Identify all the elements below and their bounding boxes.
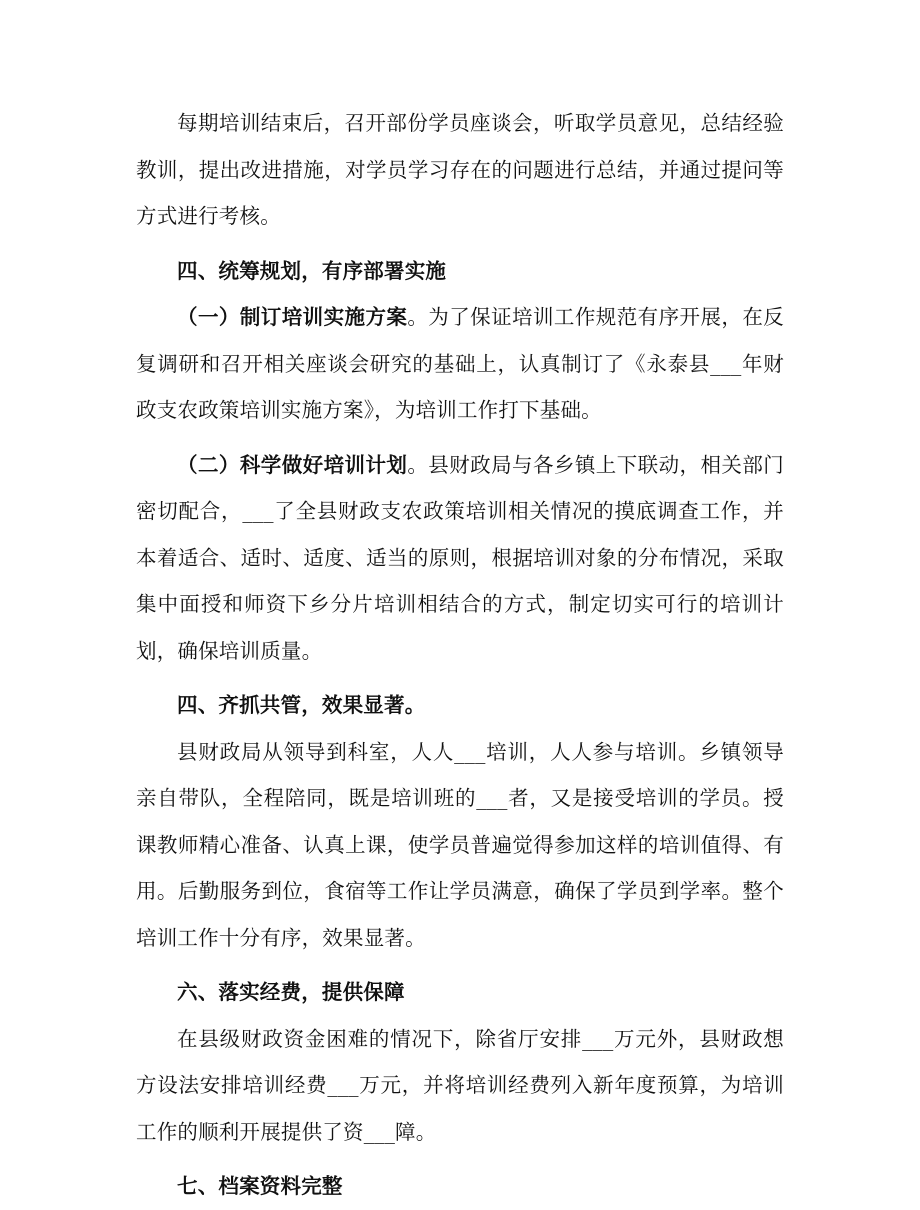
- section-heading-archives: 七、档案资料完整: [177, 1174, 343, 1198]
- paragraph-text: 。为了保证培训工作规范有序开展，在反复调研和召开相关座谈会研究的基础上，认真制订了《永泰县___年财政支农政策培训实施方案》，为培训工作打下基础。: [136, 305, 784, 422]
- section-heading-planning: 四、统筹规划，有序部署实施: [177, 258, 447, 283]
- paragraph-effects: [136, 729, 784, 962]
- paragraph-text: 县财政局从领导到科室，人人___培训，人人参与培训。乡镇领导亲自带队，全程陪同，既是培训班的___者，又是接受培训的学员。授课教师精心准备、认真上课，使学员普遍觉得参加这样的培训值得、有用。后勤服务到位，食宿等工作让学员满意，确保了学员到学率。整个培训工作十分有序，效果显著。: [136, 739, 784, 950]
- paragraph-implementation-plan: [136, 294, 784, 434]
- paragraph-training-plan: [136, 442, 784, 675]
- document-page: [136, 100, 784, 1210]
- paragraph-funding: [136, 1016, 784, 1156]
- paragraph-text: 在县级财政资金困难的情况下，除省厅安排___万元外，县财政想方设法安排培训经费___万元，并将培训经费列入新年度预算，为培训工作的顺利开展提供了资___障。: [136, 1026, 784, 1144]
- paragraph-text: 。县财政局与各乡镇上下联动，相关部门密切配合，___了全县财政支农政策培训相关情况的摸底调查工作，并本着适合、适时、适度、适当的原则，根据培训对象的分布情况，采取集中面授和师资下乡分片培训相结合的方式，制定切实可行的培训计划，确保培训质量。: [136, 452, 784, 663]
- section-heading-management: 四、齐抓共管，效果显著。: [177, 693, 426, 717]
- paragraph-text: 每期培训结束后，召开部份学员座谈会，听取学员意见，总结经验教训，提出改进措施，对学员学习存在的问题进行总结，并通过提问等方式进行考核。: [136, 111, 784, 228]
- paragraph-assessment: [136, 100, 784, 240]
- paragraph-lead: （一）制订培训实施方案: [177, 305, 408, 329]
- paragraph-lead: （二）科学做好培训计划: [177, 452, 408, 477]
- section-heading-funding: 六、落实经费，提供保障: [177, 980, 405, 1004]
